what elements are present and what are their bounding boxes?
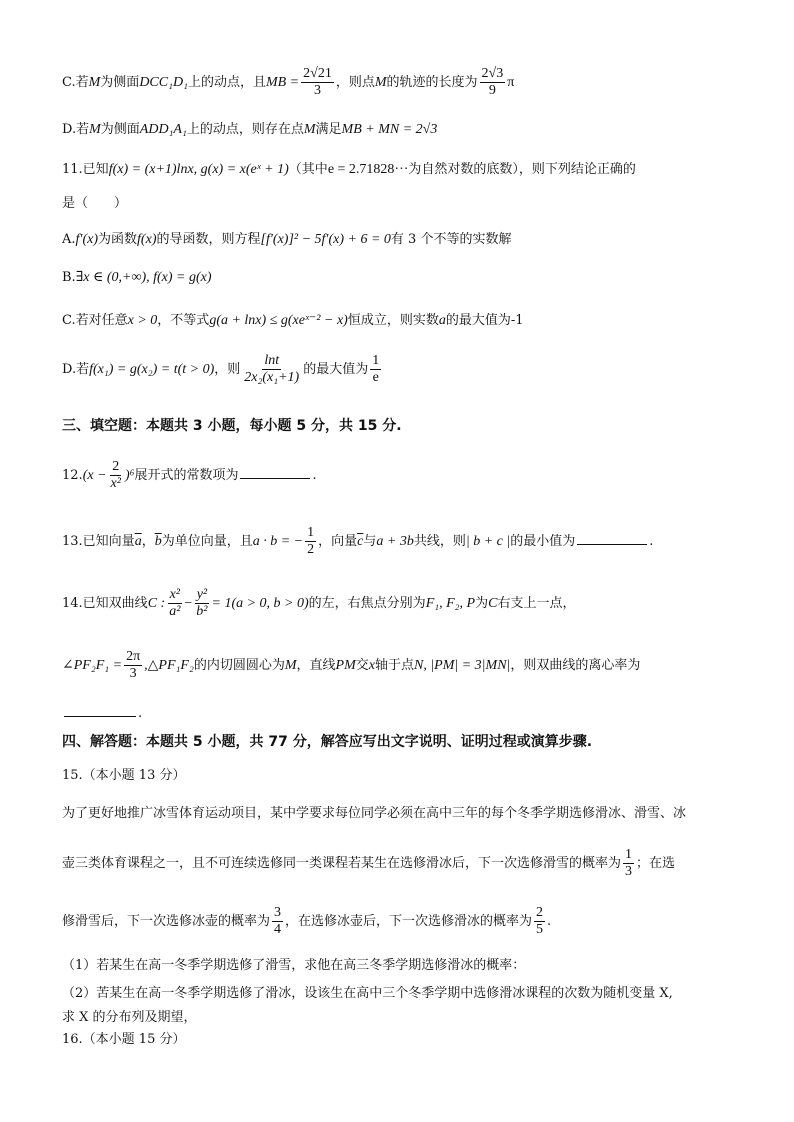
section-4-title: 四、解答题：本题共 5 小题，共 77 分，解答应写出文字说明、证明过程或演算步骤.	[62, 734, 593, 750]
q15-paragraph-1: 为了更好地推广冰雪体育运动项目，某中学要求每位同学必须在高中三年的每个冬季学期选修滑冰、滑雪、冰	[62, 806, 687, 821]
fraction: $\frac{3}{4}$	[274, 905, 282, 937]
fraction: $\frac{\text{x²}}{\text{a²}}$	[169, 587, 181, 619]
q11-option-c: C.若对任意x > 0，不等式g(a + lnx) ≤ g(xeˣ⁻² − x)恒成立，则实数a的最大值为-1	[62, 313, 524, 328]
fraction: $\frac{1}{2}$	[307, 525, 315, 557]
q13: 13.已知向量$\overline{a}$，$\overline{b}$为单位向量，且a · b = − $\frac{1}{2}$ ，向量$\overline{c}$与a + 3b共线，则| b + c |的最小值为 .	[62, 525, 654, 557]
answer-blank	[64, 702, 136, 717]
q15-paragraph-3: 修滑雪后，下一次选修冰壶的概率为 $\frac{3}{4}$ ，在选修冰壶后，下一次选修滑冰的概率为 $\frac{2}{5}$ .	[62, 905, 552, 937]
q10-option-c: C.若M为侧面DCC₁D₁上的动点，且MB = $\frac{2√21}{3}$ ，则点M的轨迹的长度为 $\frac{2√3}{9}$ π	[62, 66, 515, 98]
fraction: $\frac{2}{\text{x²}}$	[110, 459, 121, 491]
fraction: $\frac{\text{y²}}{\text{b²}}$	[196, 587, 208, 619]
q15-paragraph-2: 壶三类体育课程之一，且不可连续选修同一类课程若某生在选修滑冰后，下一次选修滑雪的概率为 $\frac{1}{3}$ ；在选	[62, 847, 676, 879]
q11-option-a: A.f′(x)为函数f(x)的导函数，则方程[f′(x)]² − 5f′(x) + 6 = 0有 3 个不等的实数解	[62, 232, 512, 247]
answer-blank	[577, 530, 647, 545]
q11-option-d: D.若f(x₁) = g(x₂) = t(t > 0)，则 $\frac{\ln t}{\text{2x₂(x₁+1)}}$ 的最大值为 $\frac{1}{e}$	[62, 353, 380, 385]
q14-line-2: ∠PF₂F₁ = $\frac{2\pi}{3}$ ,△PF₁F₂的内切圆圆心为M，直线PM交x轴于点N, |PM| = 3|MN|，则双曲线的离心率为	[62, 649, 641, 681]
section-3-title: 三、填空题：本题共 3 小题，每小题 5 分，共 15 分.	[62, 418, 402, 434]
q11-stem-cont: 是（ ）	[62, 196, 128, 211]
q15-header: 15.（本小题 13 分）	[62, 768, 186, 783]
q15-subquestion-2-cont: 求 X 的分布列及期望，	[62, 1010, 197, 1025]
answer-blank	[240, 464, 310, 479]
point-label: M	[88, 75, 101, 90]
fraction: $\frac{2√21}{3}$	[303, 66, 332, 98]
fraction: $\frac{1}{3}$	[625, 847, 633, 879]
q15-subquestion-2: （2）苦某生在高一冬季学期选修了滑冰，设该生在高中三个冬季学期中选修滑冰课程的次数为随机变量 X,	[62, 986, 673, 1001]
q12: 12.(x − $\frac{2}{\text{x²}}$ )⁶展开式的常数项为 .	[62, 459, 317, 491]
fraction: $\frac{2\pi}{3}$	[126, 649, 141, 681]
q15-subquestion-1: （1）若某生在高一冬季学期选修了滑雪，求他在高三冬季学期选修滑冰的概率：	[62, 958, 526, 973]
answer-fraction: $\frac{2√3}{9}$	[481, 66, 504, 98]
face-label: DCC₁D₁	[139, 75, 188, 90]
answer-fraction: $\frac{1}{e}$	[372, 353, 380, 385]
q14-answer: .	[62, 702, 754, 724]
q11-option-b: B.∃x ∈ (0,+∞), f(x) = g(x)	[62, 270, 212, 285]
fraction: $\frac{2}{5}$	[536, 905, 544, 937]
q11-stem: 11.已知f(x) = (x+1)lnx, g(x) = x(eˣ + 1)（其中e = 2.71828···为自然对数的底数），则下列结论正确的	[62, 162, 636, 177]
q16-header: 16.（本小题 15 分）	[62, 1032, 186, 1047]
fraction: $\frac{\ln t}{\text{2x₂(x₁+1)}}$	[244, 353, 300, 385]
q14-line-1: 14.已知双曲线C : $\frac{\text{x²}}{\text{a²}}$ − $\frac{\text{y²}}{\text{b²}}$ = 1(a > 0, b > 0)的左，右焦点分别为F₁, F₂, P为C右支上一点，	[62, 587, 576, 619]
q10-option-d: D.若M为侧面ADD₁A₁上的动点，则存在点M满足MB + MN = 2√3	[62, 122, 438, 137]
